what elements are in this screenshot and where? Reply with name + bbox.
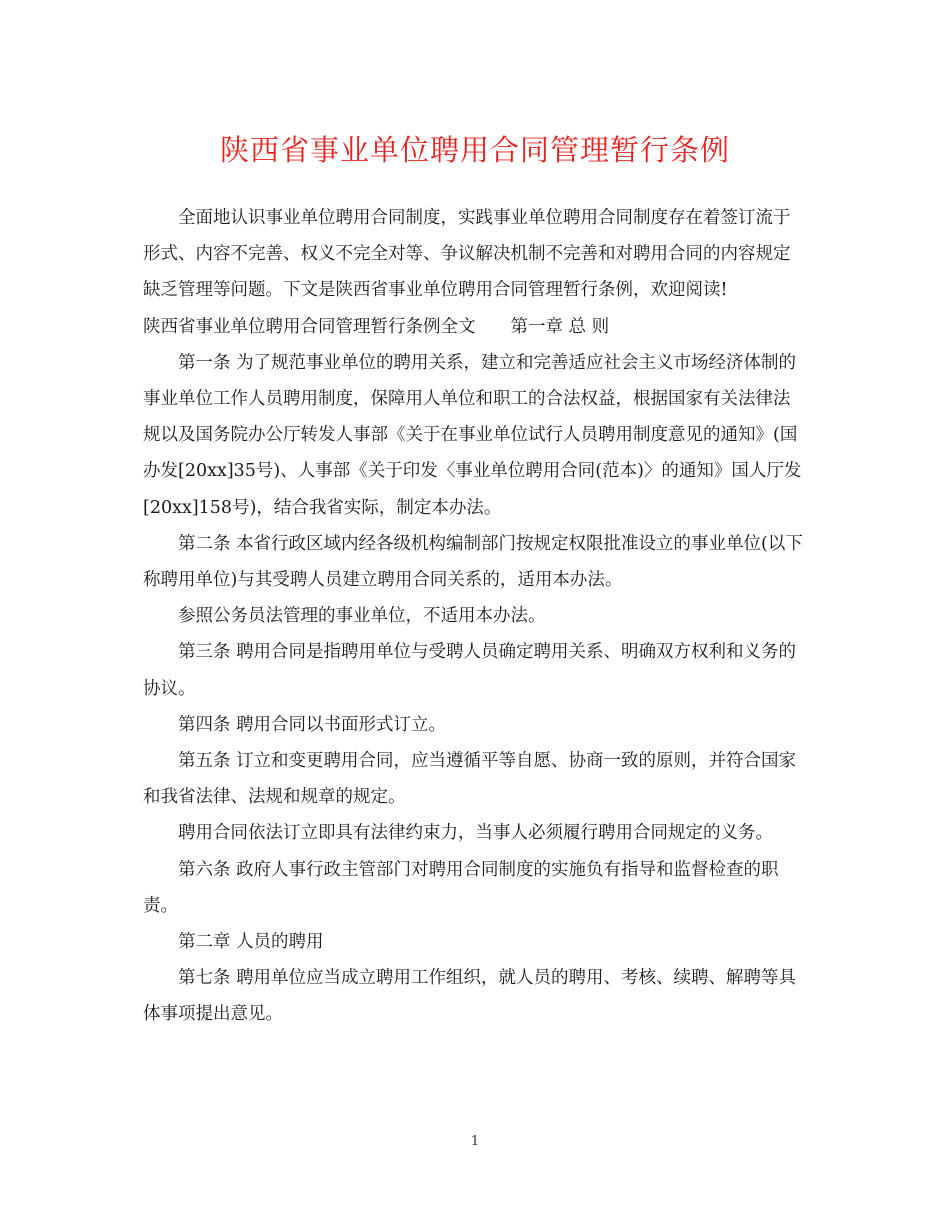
paragraph-article-2: 第二条 本省行政区域内经各级机构编制部门按规定权限批准设立的事业单位(以下称聘用单位)与其受聘人员建立聘用合同关系的，适用本办法。: [143, 533, 803, 591]
paragraph-article-1: 第一条 为了规范事业单位的聘用关系，建立和完善适应社会主义市场经济体制的事业单位工作人员聘用制度，保障用人单位和职工的合法权益，根据国家有关法律法规以及国务院办公厅转发人事部《关于在事业单位试行人员聘用制度意见的通知》(国办发[20xx]35号)、人事部《关于印发〈事业单位聘用合同(范本)〉的通知》国人厅发[20xx]158号)，结合我省实际，制定本办法。: [143, 352, 802, 518]
document-title: 陕西省事业单位聘用合同管理暂行条例: [219, 133, 730, 167]
paragraph-chapter-one-heading: 陕西省事业单位聘用合同管理暂行条例全文 第一章 总 则: [143, 316, 610, 337]
paragraph-article-6: 第六条 政府人事行政主管部门对聘用合同制度的实施负有指导和监督检查的职责。: [143, 859, 779, 916]
paragraph-article-3: 第三条 聘用合同是指聘用单位与受聘人员确定聘用关系、明确双方权利和义务的协议。: [143, 642, 797, 699]
paragraph-chapter-two-heading: 第二章 人员的聘用: [178, 932, 324, 953]
document-body: [143, 200, 803, 1033]
paragraph-article-5: 第五条 订立和变更聘用合同，应当遵循平等自愿、协商一致的原则，并符合国家和我省法律、法规和规章的规定。: [143, 751, 797, 808]
paragraph-article-5-binding: 聘用合同依法订立即具有法律约束力，当事人必须履行聘用合同规定的义务。: [178, 823, 773, 844]
paragraph-article-7: 第七条 聘用单位应当成立聘用工作组织，就人员的聘用、考核、续聘、解聘等具体事项提出意见。: [143, 968, 797, 1025]
paragraph-article-4: 第四条 聘用合同以书面形式订立。: [178, 714, 447, 735]
page-number: 1: [470, 1134, 480, 1149]
paragraph-article-2-exception: 参照公务员法管理的事业单位，不适用本办法。: [178, 606, 546, 627]
paragraph-intro: 全面地认识事业单位聘用合同制度，实践事业单位聘用合同制度存在着签订流于形式、内容不完善、权义不完全对等、争议解决机制不完善和对聘用合同的内容规定缺乏管理等问题。下文是陕西省事业单位聘用合同管理暂行条例，欢迎阅读!: [143, 208, 791, 301]
